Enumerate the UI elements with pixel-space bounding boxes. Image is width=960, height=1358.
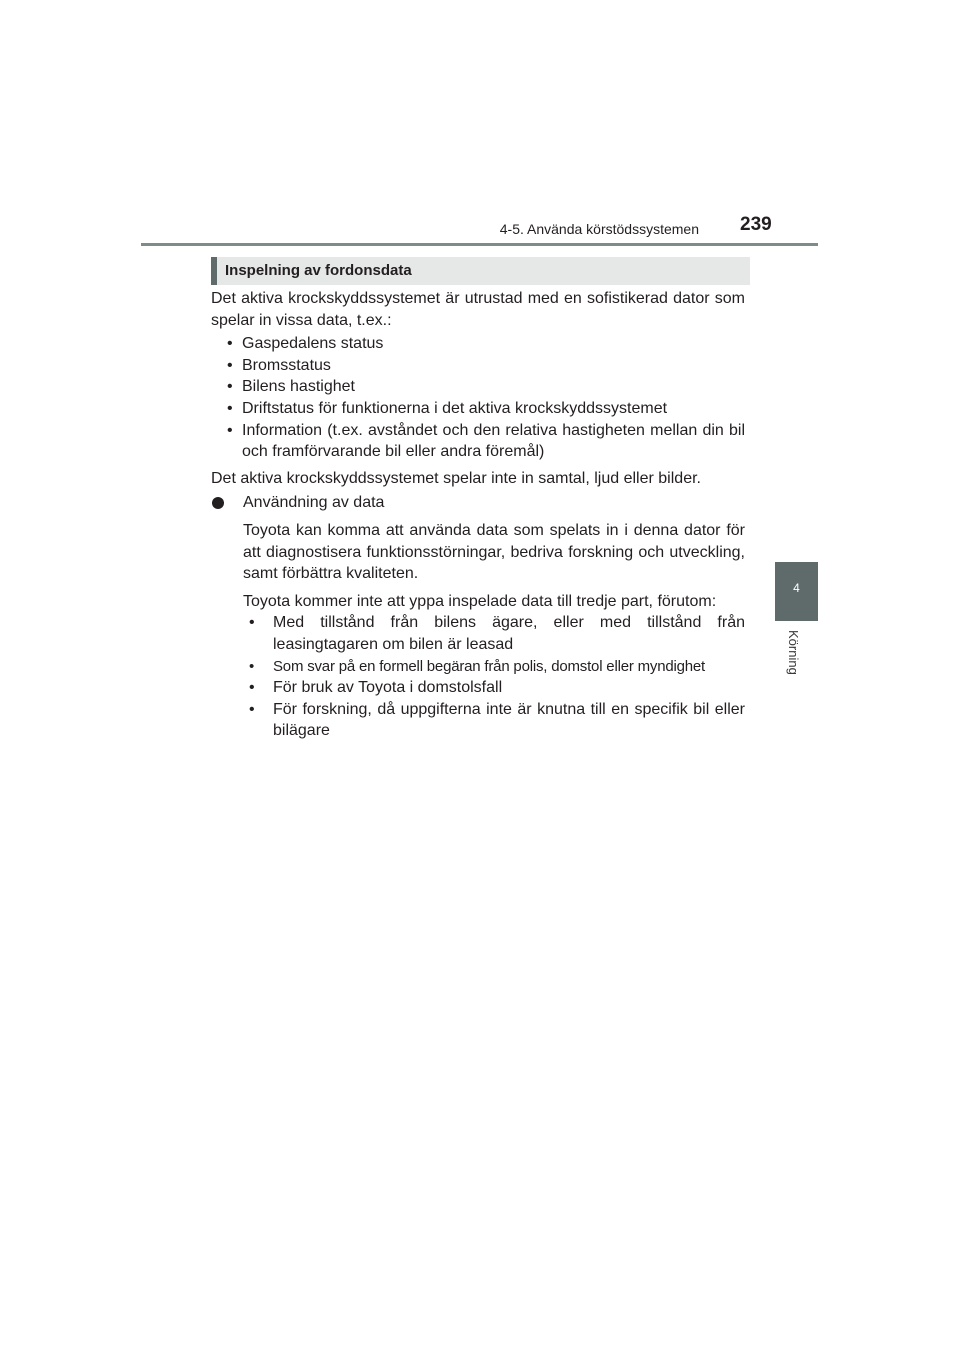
page-number: 239	[740, 214, 772, 235]
list-item: • Driftstatus för funktionerna i det aktiva krockskyddssystemet	[211, 398, 745, 420]
list-item: • Bromsstatus	[211, 355, 745, 377]
usage-paragraph: Toyota kan komma att använda data som spelats in i denna dator för att diagnostisera funktionsstörningar, bedriva forskning och utveckling, samt förbättra kvaliteten.	[243, 521, 745, 583]
disclosure-paragraph: Toyota kommer inte att yppa inspelade data till tredje part, förutom:	[243, 592, 717, 610]
recorded-data-list	[211, 333, 745, 463]
section-title: 4-5. Använda körstödssystemen	[499, 221, 699, 237]
list-item: • Som svar på en formell begäran från polis, domstol eller myndighet	[243, 656, 745, 678]
list-item: • För bruk av Toyota i domstolsfall	[243, 677, 745, 699]
body-content	[211, 288, 745, 742]
section-heading	[211, 257, 750, 285]
list-item: • Bilens hastighet	[211, 376, 745, 398]
chapter-tab	[775, 562, 818, 621]
chapter-label: Körning	[786, 630, 801, 675]
usage-section	[211, 520, 745, 742]
chapter-number: 4	[793, 581, 800, 595]
usage-heading-text: Användning av data	[243, 494, 385, 512]
header-divider	[141, 243, 818, 246]
heading-accent-bar	[211, 257, 217, 285]
not-recorded-paragraph: Det aktiva krockskyddssystemet spelar inte in samtal, ljud eller bilder.	[211, 469, 701, 487]
list-item: • Med tillstånd från bilens ägare, eller med tillstånd från leasingtagaren om bilen är leasad	[243, 612, 745, 655]
usage-heading	[211, 492, 745, 514]
list-item: • För forskning, då uppgifterna inte är knutna till en specifik bil eller bilägare	[243, 699, 745, 742]
intro-paragraph: Det aktiva krockskyddssystemet är utrustad med en sofistikerad dator som spelar in vissa data, t.ex.:	[211, 290, 745, 329]
list-item: • Gaspedalens status	[211, 333, 745, 355]
bullet-circle-icon	[212, 497, 224, 509]
list-item: • Information (t.ex. avståndet och den relativa hastigheten mellan din bil och framförvarande bil eller andra föremål)	[211, 420, 745, 463]
section-heading-text: Inspelning av fordonsdata	[225, 262, 412, 279]
exceptions-list	[243, 612, 745, 742]
